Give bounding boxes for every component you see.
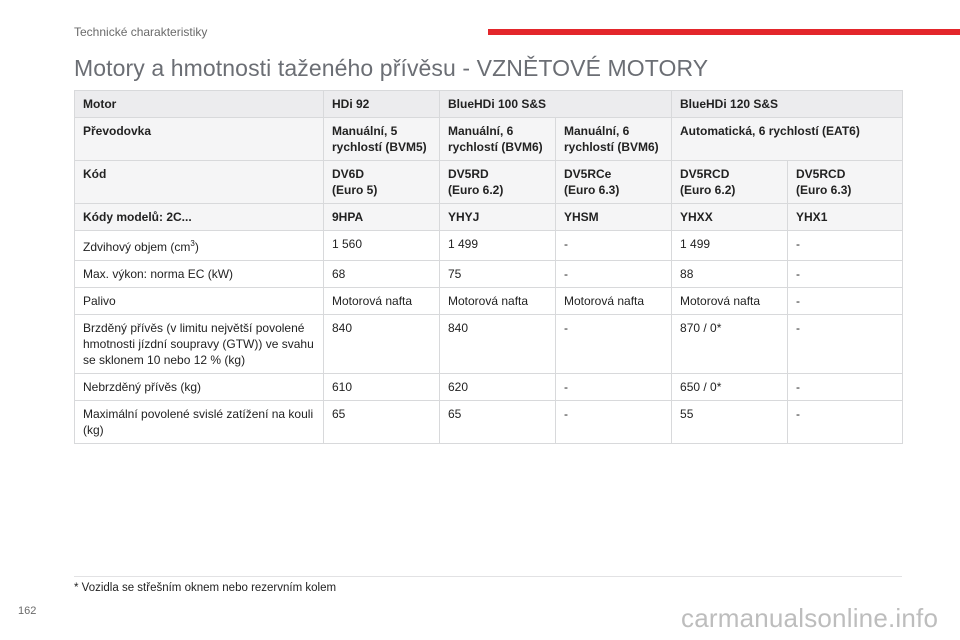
- cell-displacement: -: [556, 231, 672, 261]
- cell-code: [788, 161, 903, 204]
- emission-norm: (Euro 6.2): [680, 183, 736, 197]
- table-row-displacement: [75, 231, 903, 261]
- cell-model-code: 9HPA: [324, 204, 440, 231]
- engine-code: DV6D: [332, 167, 365, 181]
- engine-code: DV5RCD: [680, 167, 730, 181]
- cell-fuel: -: [788, 288, 903, 315]
- table-row-power: [75, 261, 903, 288]
- page-title: Motory a hmotnosti taženého přívěsu - VZNĚTOVÉ MOTORY: [74, 55, 709, 81]
- cell-model-code: YHXX: [672, 204, 788, 231]
- cell-nose-weight: -: [788, 401, 903, 444]
- cell-motor-bluehdi120: BlueHDi 120 S&S: [672, 91, 903, 118]
- page-number: 162: [18, 605, 37, 617]
- emission-norm: (Euro 6.3): [796, 183, 852, 197]
- engine-code: DV5RCe: [564, 167, 612, 181]
- row-label-code: Kód: [75, 161, 324, 204]
- engine-spec-table: [74, 90, 903, 444]
- cell-braked-trailer: 870 / 0*: [672, 315, 788, 374]
- cell-braked-trailer: -: [788, 315, 903, 374]
- cell-motor-hdi92: HDi 92: [324, 91, 440, 118]
- cell-unbraked-trailer: 610: [324, 374, 440, 401]
- displacement-label: Zdvihový objem (cm: [83, 240, 191, 254]
- cell-code: [556, 161, 672, 204]
- row-label-fuel: Palivo: [75, 288, 324, 315]
- table-row-code: [75, 161, 903, 204]
- cell-unbraked-trailer: 620: [440, 374, 556, 401]
- cell-unbraked-trailer: -: [788, 374, 903, 401]
- cell-braked-trailer: -: [556, 315, 672, 374]
- cell-gearbox: Manuální, 6 rychlostí (BVM6): [440, 118, 556, 161]
- cell-power: -: [556, 261, 672, 288]
- cell-braked-trailer: 840: [324, 315, 440, 374]
- cell-model-code: YHYJ: [440, 204, 556, 231]
- section-accent-bar: [488, 29, 960, 35]
- cell-unbraked-trailer: -: [556, 374, 672, 401]
- cell-power: 75: [440, 261, 556, 288]
- cell-motor-bluehdi100: BlueHDi 100 S&S: [440, 91, 672, 118]
- cell-model-code: YHX1: [788, 204, 903, 231]
- cell-fuel: Motorová nafta: [324, 288, 440, 315]
- cell-power: 88: [672, 261, 788, 288]
- table-row-gearbox: [75, 118, 903, 161]
- footnote-divider: [74, 576, 902, 577]
- row-label-displacement: [75, 231, 324, 261]
- row-label-braked-trailer: Brzděný přívěs (v limitu největší povolené hmotnosti jízdní soupravy (GTW)) ve svahu se sklonem 10 nebo 12 % (kg): [75, 315, 324, 374]
- cell-nose-weight: -: [556, 401, 672, 444]
- table-row-motor: [75, 91, 903, 118]
- row-label-unbraked-trailer: Nebrzděný přívěs (kg): [75, 374, 324, 401]
- cell-code: [324, 161, 440, 204]
- watermark: carmanualsonline.info: [681, 603, 939, 633]
- footnote: * Vozidla se střešním oknem nebo rezervním kolem: [74, 582, 337, 594]
- row-label-nose-weight: Maximální povolené svislé zatížení na kouli (kg): [75, 401, 324, 444]
- table-row-unbraked-trailer: [75, 374, 903, 401]
- displacement-label-end: ): [194, 240, 199, 254]
- engine-code: DV5RD: [448, 167, 489, 181]
- displacement-unit-sup: 3: [190, 239, 195, 248]
- section-title: Technické charakteristiky: [74, 25, 208, 39]
- cell-displacement: -: [788, 231, 903, 261]
- cell-nose-weight: 55: [672, 401, 788, 444]
- cell-nose-weight: 65: [324, 401, 440, 444]
- engine-code: DV5RCD: [796, 167, 846, 181]
- cell-gearbox: Manuální, 5 rychlostí (BVM5): [324, 118, 440, 161]
- cell-displacement: 1 499: [440, 231, 556, 261]
- emission-norm: (Euro 6.3): [564, 183, 620, 197]
- row-label-gearbox: Převodovka: [75, 118, 324, 161]
- row-label-power: Max. výkon: norma EC (kW): [75, 261, 324, 288]
- table-row-nose-weight: [75, 401, 903, 444]
- row-label-model-codes: Kódy modelů: 2C...: [75, 204, 324, 231]
- cell-unbraked-trailer: 650 / 0*: [672, 374, 788, 401]
- row-label-motor: Motor: [75, 91, 324, 118]
- cell-gearbox: Manuální, 6 rychlostí (BVM6): [556, 118, 672, 161]
- emission-norm: (Euro 5): [332, 183, 378, 197]
- table-row-model-codes: [75, 204, 903, 231]
- cell-fuel: Motorová nafta: [556, 288, 672, 315]
- cell-code: [672, 161, 788, 204]
- emission-norm: (Euro 6.2): [448, 183, 504, 197]
- cell-displacement: 1 560: [324, 231, 440, 261]
- cell-gearbox: Automatická, 6 rychlostí (EAT6): [672, 118, 903, 161]
- cell-nose-weight: 65: [440, 401, 556, 444]
- cell-displacement: 1 499: [672, 231, 788, 261]
- cell-fuel: Motorová nafta: [672, 288, 788, 315]
- table-row-fuel: [75, 288, 903, 315]
- cell-code: [440, 161, 556, 204]
- cell-power: 68: [324, 261, 440, 288]
- cell-power: -: [788, 261, 903, 288]
- table-row-braked-trailer: [75, 315, 903, 374]
- cell-fuel: Motorová nafta: [440, 288, 556, 315]
- cell-braked-trailer: 840: [440, 315, 556, 374]
- cell-model-code: YHSM: [556, 204, 672, 231]
